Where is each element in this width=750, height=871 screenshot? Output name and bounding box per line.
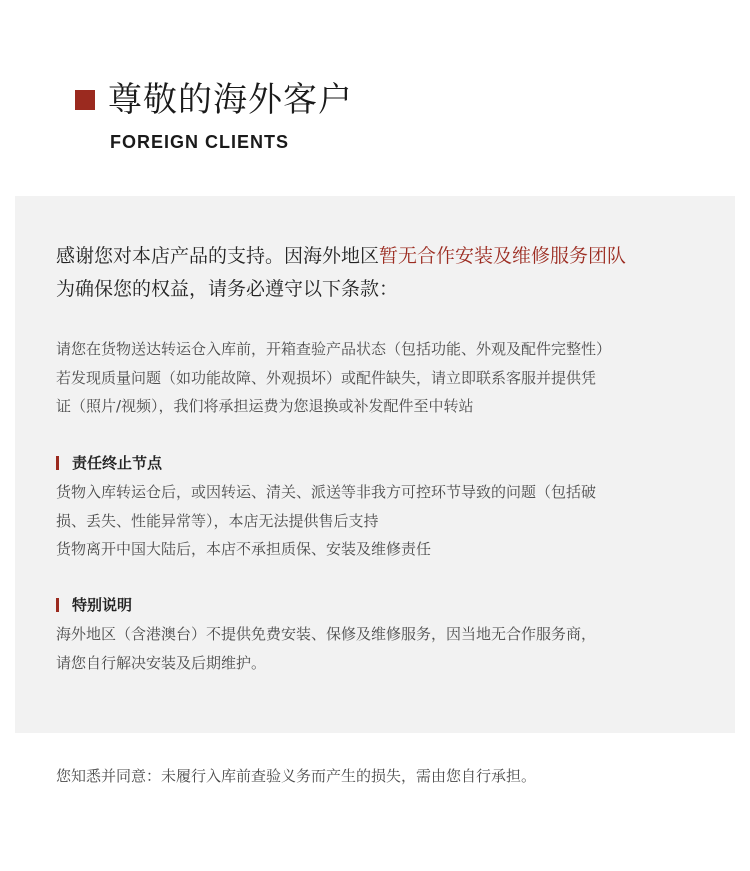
paragraph-line: 货物离开中国大陆后，本店不承担质保、安装及维修责任 — [56, 540, 432, 558]
page-header — [75, 78, 675, 158]
accent-square — [75, 90, 95, 110]
inspection-paragraph — [56, 335, 706, 421]
section-marker — [56, 598, 59, 612]
intro-text — [56, 240, 716, 306]
paragraph-line: 证（照片/视频），我们将承担运费为您退换或补发配件至中转站 — [56, 397, 474, 415]
paragraph-line: 海外地区（含港澳台）不提供免费安装、保修及维修服务，因当地无合作服务商， — [56, 625, 597, 643]
section-title: 特别说明 — [72, 596, 133, 614]
intro-line-2: 为确保您的权益，请务必遵守以下条款： — [56, 278, 399, 300]
page-subtitle: FOREIGN CLIENTS — [110, 132, 290, 152]
paragraph-line: 请您自行解决安装及后期维护。 — [56, 653, 267, 672]
notice-panel — [15, 196, 735, 733]
page-title: 尊敬的海外客户 — [108, 80, 353, 120]
paragraph-line: 货物入库转运仓后，或因转运、清关、派送等非我方可控环节导致的问题（包括破 — [56, 483, 597, 501]
section-marker — [56, 456, 59, 470]
special-paragraph — [56, 620, 706, 677]
paragraph-line: 请您在货物送达转运仓入库前，开箱查验产品状态（包括功能、外观及配件完整性） — [56, 340, 612, 358]
footer-note: 您知悉并同意：未履行入库前查验义务而产生的损失，需由您自行承担。 — [56, 767, 537, 785]
section-title: 责任终止节点 — [72, 454, 163, 472]
paragraph-line: 损、丢失、性能异常等），本店无法提供售后支持 — [56, 511, 379, 530]
intro-prefix: 感谢您对本店产品的支持。因海外地区 — [56, 245, 380, 267]
intro-line-1 — [56, 240, 716, 273]
intro-highlight: 暂无合作安装及维修服务团队 — [379, 245, 627, 267]
liability-paragraph — [56, 478, 706, 564]
paragraph-line: 若发现质量问题（如功能故障、外观损坏）或配件缺失，请立即联系客服并提供凭 — [56, 368, 597, 387]
